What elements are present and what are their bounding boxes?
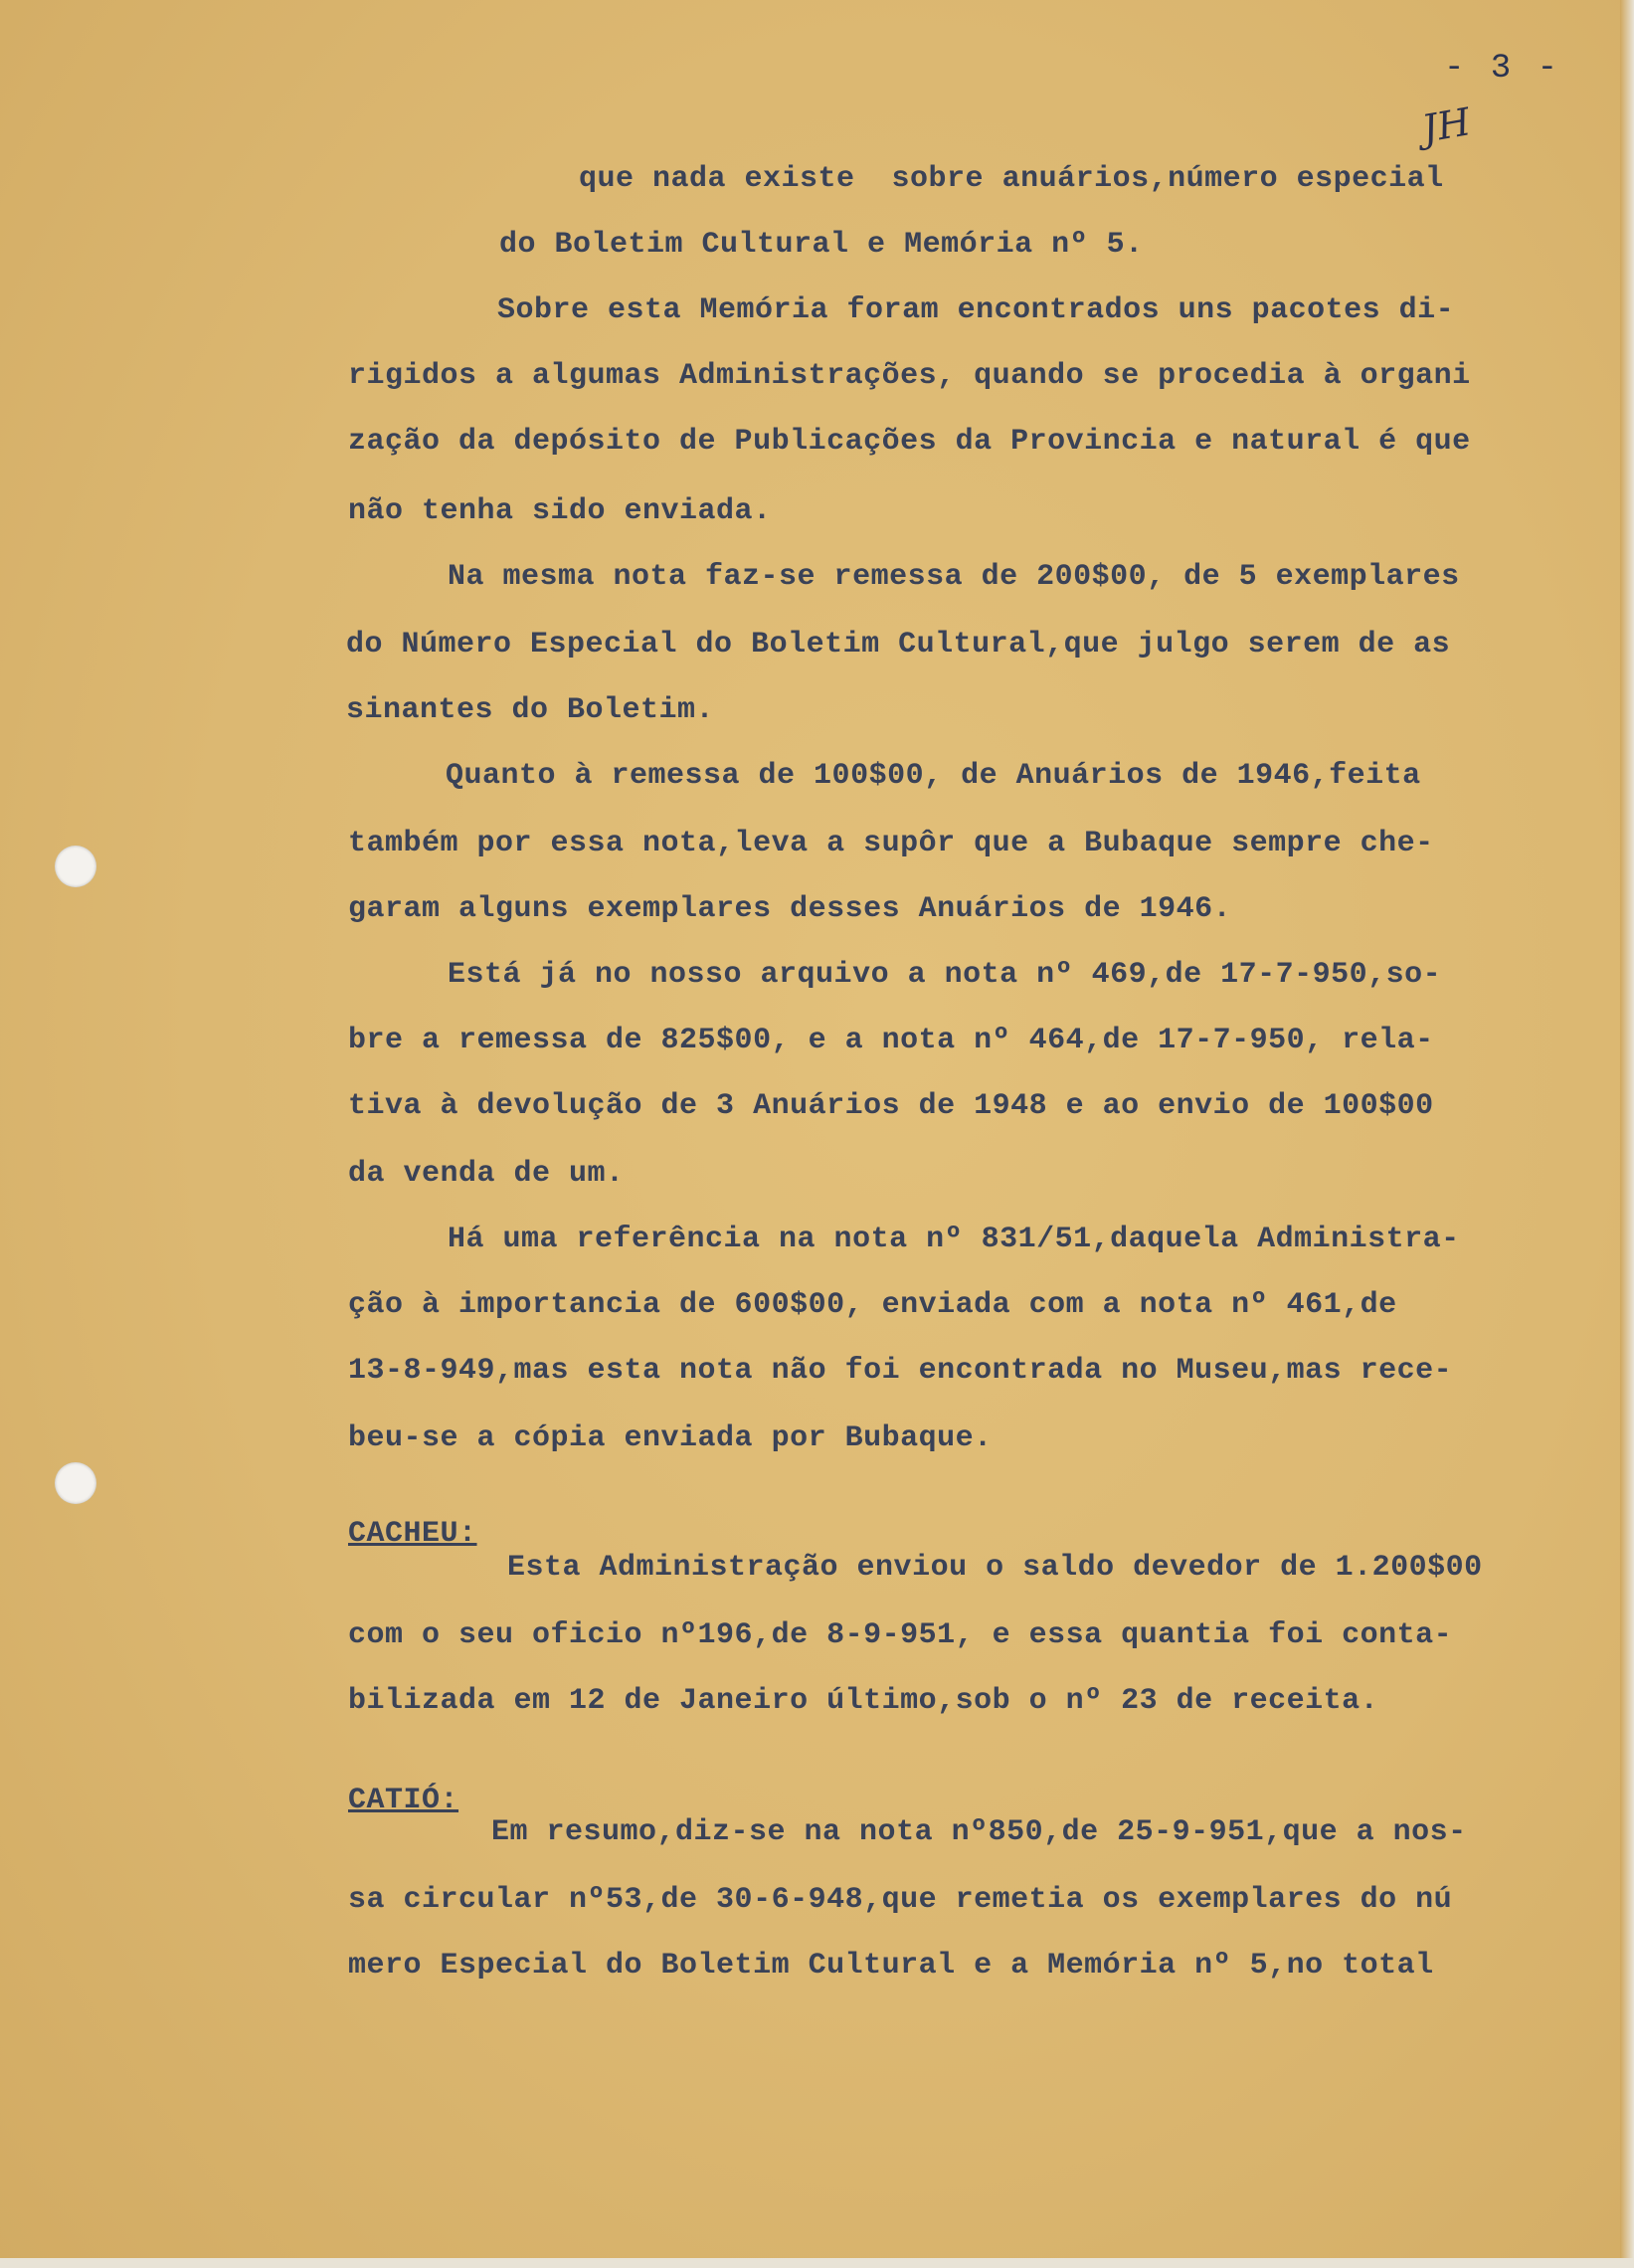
text-line: com o seu oficio nº196,de 8-9-951, e essa quantia foi conta-	[348, 1618, 1453, 1652]
text-line: que nada existe sobre anuários,número especial	[579, 162, 1444, 196]
text-line: também por essa nota,leva a supôr que a Bubaque sempre che-	[348, 827, 1434, 860]
section-heading-catio: CATIÓ:	[348, 1784, 459, 1817]
text-line: Quanto à remessa de 100$00, de Anuários de 1946,feita	[446, 759, 1421, 793]
text-line: beu-se a cópia enviada por Bubaque.	[348, 1421, 993, 1455]
text-line: Em resumo,diz-se na nota nº850,de 25-9-951,que a nos-	[491, 1815, 1467, 1849]
punch-hole-top	[55, 846, 96, 887]
section-heading-cacheu: CACHEU:	[348, 1517, 477, 1551]
text-line: bre a remessa de 825$00, e a nota nº 464,de 17-7-950, rela-	[348, 1024, 1434, 1057]
page-edge-right	[1620, 0, 1634, 2268]
text-line: do Boletim Cultural e Memória nº 5.	[499, 228, 1144, 262]
text-line: Na mesma nota faz-se remessa de 200$00, de 5 exemplares	[448, 560, 1460, 594]
text-line: rigidos a algumas Administrações, quando se procedia à organi	[348, 359, 1471, 393]
text-line: 13-8-949,mas esta nota não foi encontrada no Museu,mas rece-	[348, 1354, 1453, 1388]
text-line: tiva à devolução de 3 Anuários de 1948 e ao envio de 100$00	[348, 1089, 1434, 1123]
text-line: do Número Especial do Boletim Cultural,que julgo serem de as	[346, 628, 1451, 662]
text-line: Está já no nosso arquivo a nota nº 469,de 17-7-950,so-	[448, 958, 1442, 992]
handwritten-initials: JH	[1418, 99, 1474, 151]
text-line: bilizada em 12 de Janeiro último,sob o nº 23 de receita.	[348, 1684, 1379, 1718]
text-line: garam alguns exemplares desses Anuários de 1946.	[348, 892, 1232, 926]
text-line: Sobre esta Memória foram encontrados uns pacotes di-	[497, 293, 1455, 327]
text-line: sa circular nº53,de 30-6-948,que remetia os exemplares do nú	[348, 1883, 1453, 1917]
punch-hole-bottom	[55, 1462, 96, 1504]
text-line: não tenha sido enviada.	[348, 494, 772, 528]
page-number: - 3 -	[1444, 50, 1561, 88]
text-line: sinantes do Boletim.	[346, 693, 715, 727]
text-line: Há uma referência na nota nº 831/51,daquela Administra-	[448, 1223, 1460, 1256]
text-line: da venda de um.	[348, 1157, 625, 1191]
page-edge-bottom	[0, 2258, 1634, 2268]
text-line: Esta Administração enviou o saldo devedor de 1.200$00	[507, 1551, 1483, 1585]
text-line: zação da depósito de Publicações da Provincia e natural é que	[348, 425, 1471, 459]
text-line: mero Especial do Boletim Cultural e a Memória nº 5,no total	[348, 1949, 1434, 1983]
text-line: ção à importancia de 600$00, enviada com a nota nº 461,de	[348, 1288, 1397, 1322]
